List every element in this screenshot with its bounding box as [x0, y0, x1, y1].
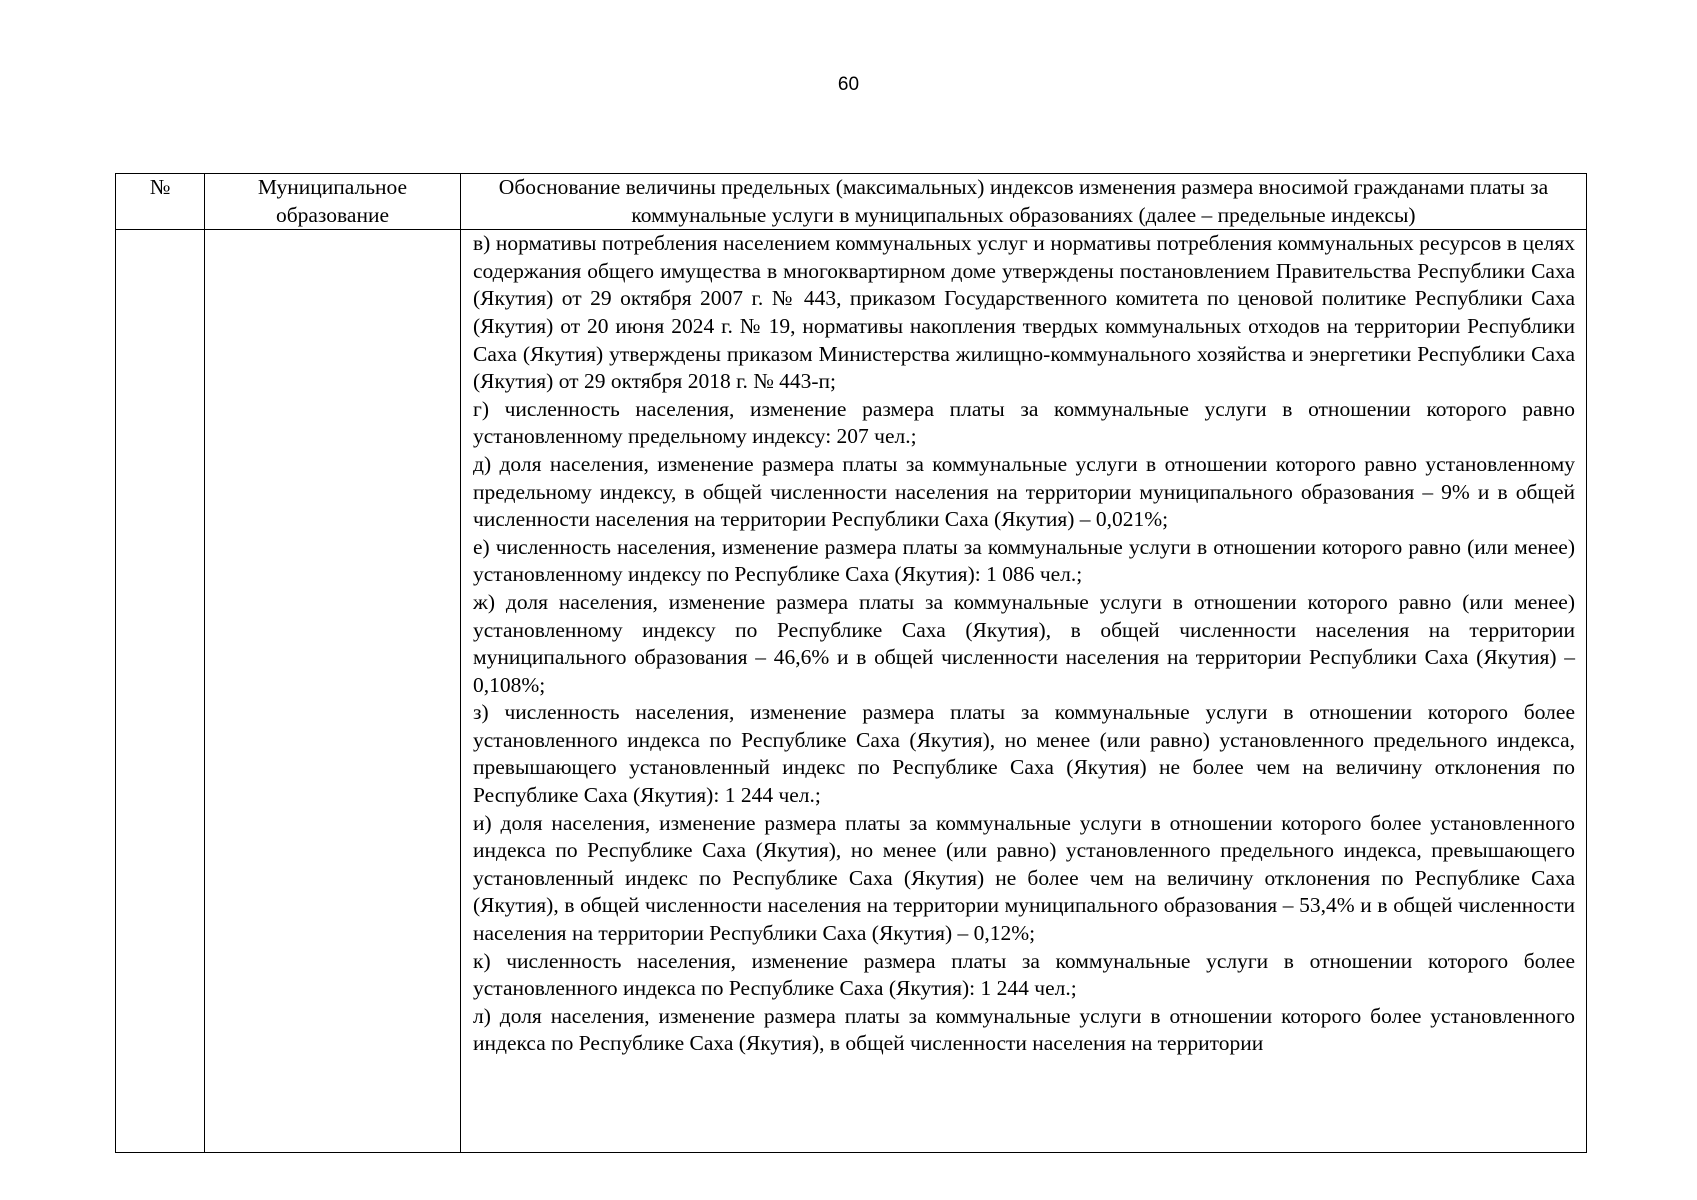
table-row	[116, 230, 1587, 1153]
paragraph-z: з) численность населения, изменение размера платы за коммунальные услуги в отношении которого более установленного индекса по Республике Саха (Якутия), но менее (или равно) установленного предельного индекса, превышающего установленный индекс по Республике Саха (Якутия) не более чем на величину отклонения по Республике Саха (Якутия): 1 244 чел.;	[473, 700, 1575, 808]
cell-number	[116, 230, 205, 1153]
justification-table	[115, 173, 1587, 1153]
header-number: №	[116, 174, 205, 230]
header-municipality: Муниципальное образование	[205, 174, 461, 230]
cell-justification	[461, 230, 1587, 1153]
paragraph-l: л) доля населения, изменение размера платы за коммунальные услуги в отношении которого более установленного индекса по Республике Саха (Якутия), в общей численности населения на территории	[473, 1003, 1575, 1056]
paragraph-e: е) численность населения, изменение размера платы за коммунальные услуги в отношении которого равно (или менее) установленному индексу по Республике Саха (Якутия): 1 086 чел.;	[473, 534, 1575, 587]
paragraph-zh: ж) доля населения, изменение размера платы за коммунальные услуги в отношении которого равно (или менее) установленному индексу по Республике Саха (Якутия), в общей численности населения на территории муниципального образования – 46,6% и в общей численности населения на территории Республики Саха (Якутия) – 0,108%;	[473, 589, 1575, 697]
page-number: 60	[837, 74, 860, 95]
paragraph-g: г) численность населения, изменение размера платы за коммунальные услуги в отношении которого равно установленному предельному индексу: 207 чел.;	[473, 396, 1575, 449]
paragraph-i: и) доля населения, изменение размера платы за коммунальные услуги в отношении которого более установленного индекса по Республике Саха (Якутия), но менее (или равно) установленного предельного индекса, превышающего установленный индекс по Республике Саха (Якутия) не более чем на величину отклонения по Республике Саха (Якутия), в общей численности населения на территории муниципального образования – 53,4% и в общей численности населения на территории Республики Саха (Якутия) – 0,12%;	[473, 810, 1575, 946]
cell-municipality	[205, 230, 461, 1153]
table-header-row	[116, 174, 1587, 230]
header-justification: Обоснование величины предельных (максимальных) индексов изменения размера вносимой гражданами платы за коммунальные услуги в муниципальных образованиях (далее – предельные индексы)	[461, 174, 1587, 230]
paragraph-k: к) численность населения, изменение размера платы за коммунальные услуги в отношении которого более установленного индекса по Республике Саха (Якутия): 1 244 чел.;	[473, 948, 1575, 1001]
paragraph-v: в) нормативы потребления населением коммунальных услуг и нормативы потребления коммунальных ресурсов в целях содержания общего имущества в многоквартирном доме утверждены постановлением Правительства Республики Саха (Якутия) от 29 октября 2007 г. № 443, приказом Государственного комитета по ценовой политике Республики Саха (Якутия) от 20 июня 2024 г. № 19, нормативы накопления твердых коммунальных отходов на территории Республики Саха (Якутия) утверждены приказом Министерства жилищно-коммунального хозяйства и энергетики Республики Саха (Якутия) от 29 октября 2018 г. № 443-п;	[473, 231, 1575, 394]
paragraph-d: д) доля населения, изменение размера платы за коммунальные услуги в отношении которого равно установленному предельному индексу, в общей численности населения на территории муниципального образования – 9% и в общей численности населения на территории Республики Саха (Якутия) – 0,021%;	[473, 451, 1575, 532]
